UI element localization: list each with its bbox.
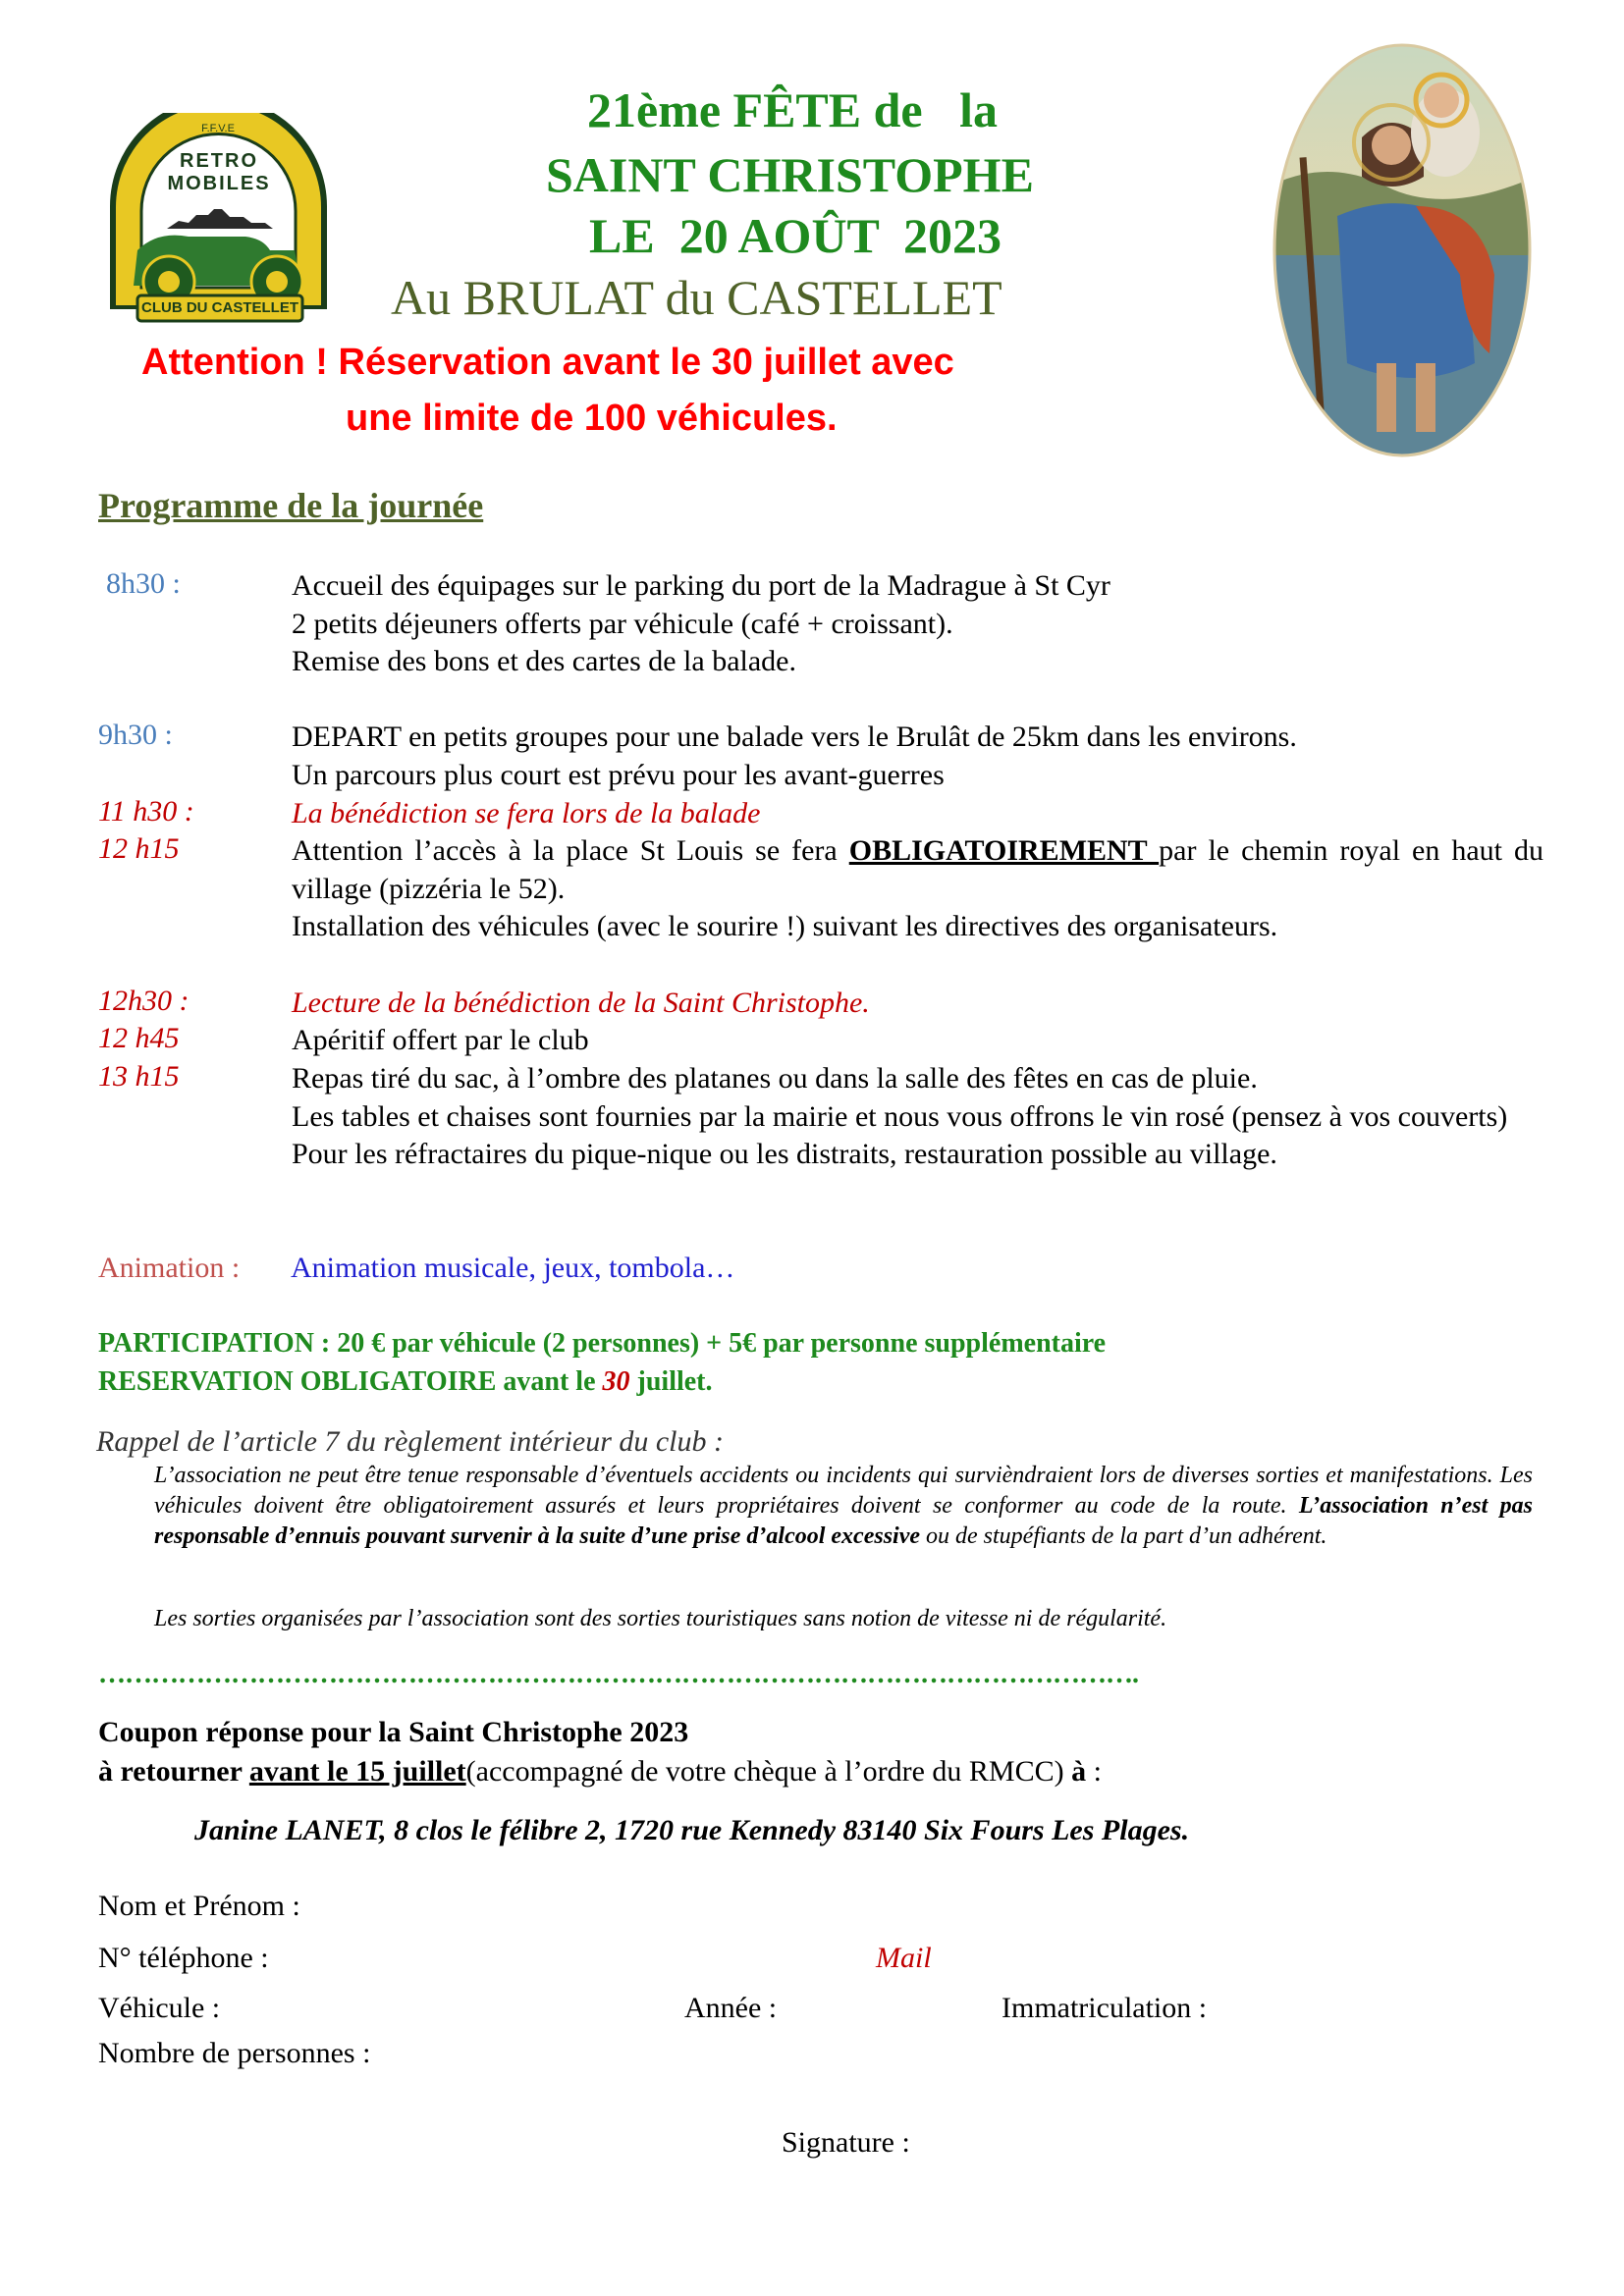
reservation-deadline [98,1366,713,1398]
time-12h45: 12 h45 [98,1022,180,1054]
time-12h15: 12 h15 [98,832,180,865]
programme-entry-12h45: Apéritif offert par le club [292,1024,589,1056]
entry-line: Un parcours plus court est prévu pour les avant-guerres [292,758,945,791]
field-mail-label: Mail [876,1942,932,1974]
dotted-separator: ………………………………………………………………………………………………………. [98,1659,1138,1689]
programme-entry-13h15 [292,1060,1543,1174]
field-vehicle-label: Véhicule : [98,1992,221,2024]
alert-line-2: une limite de 100 véhicules. [346,398,838,439]
coupon-text: : [1086,1755,1102,1788]
time-12h30: 12h30 : [98,985,189,1017]
mandatory-emphasis: OBLIGATOIREMENT [848,834,1160,867]
animation-text: Animation musicale, jeux, tombola… [291,1252,735,1284]
event-location: Au BRULAT du CASTELLET [391,270,1002,325]
programme-entry-8h30 [292,567,1548,681]
programme-entry-12h15 [292,832,1543,946]
time-11h30: 11 h30 : [98,795,194,828]
title-line-3: LE 20 AOÛT 2023 [589,208,1001,263]
coupon-deadline: avant le 15 juillet [248,1755,466,1788]
field-year-label: Année : [684,1992,778,2024]
coupon-address: Janine LANET, 8 clos le félibre 2, 1720 rue Kennedy 83140 Six Fours Les Plages. [194,1814,1190,1846]
programme-entry-12h30: Lecture de la bénédiction de la Saint Christophe. [292,987,870,1019]
entry-line: Les tables et chaises sont fournies par la mairie et nous vous offrons le vin rosé (pensez à vos couverts) [292,1099,1508,1133]
logo-bottom-text: CLUB DU CASTELLET [141,299,298,316]
reservation-text: RESERVATION OBLIGATOIRE avant le [98,1366,603,1397]
coupon-text: (accompagné de votre chèque à l’ordre du RMCC) [465,1755,1072,1788]
field-persons-label: Nombre de personnes : [98,2037,371,2069]
field-signature-label: Signature : [782,2126,910,2159]
entry-line: Pour les réfractaires du pique-nique ou les distraits, restauration possible au village. [292,1138,1277,1170]
title-line-2: SAINT CHRISTOPHE [546,147,1034,202]
logo-ffve: F.F.V.E [201,123,235,134]
programme-heading: Programme de la journée [98,486,484,525]
reservation-text: juillet. [629,1366,713,1397]
time-8h30: 8h30 : [106,567,181,600]
club-logo [98,113,339,327]
entry-line: Installation des véhicules (avec le sourire !) suivant les directives des organisateurs. [292,910,1278,942]
coupon-text: à [1071,1755,1087,1788]
alert-line-1: Attention ! Réservation avant le 30 juillet avec [141,342,954,383]
entry-text: par le chemin royal en haut du village (pizzéria le 52). [292,834,1543,905]
rules-paragraph-2: Les sorties organisées par l’association sont des sorties touristiques sans notion de vitesse ni de régularité. [154,1606,1167,1631]
programme-entry-9h30 [292,719,1548,794]
entry-text: Attention l’accès à la place St Louis se fera [292,834,849,867]
programme-entry-11h30: La bénédiction se fera lors de la balade [292,797,761,829]
coupon-title: Coupon réponse pour la Saint Christophe 2023 [98,1716,689,1748]
rules-text: ou de stupéfiants de la part d’un adhérent. [920,1523,1327,1549]
saint-christophe-image [1269,39,1536,461]
field-name-label: Nom et Prénom : [98,1890,300,1922]
rules-heading: Rappel de l’article 7 du règlement intérieur du club : [96,1425,725,1458]
rules-text: L’association ne peut être tenue responsable d’éventuels accidents ou incidents qui survièndraient lors de diverses sorties et manifestations. Les véhicules doivent être obligatoirement assurés et leurs propriétaires doivent se conformer au code de la route. [154,1463,1533,1519]
coupon-text: à retourner [98,1755,249,1788]
rules-emphasis: L’association n’est pas responsable d’ennuis pouvant survenir à la suite d’une prise d’alcool excessive [154,1493,1533,1549]
field-phone-label: N° téléphone : [98,1942,269,1974]
entry-line: 2 petits déjeuners offerts par véhicule (café + croissant). [292,607,953,640]
entry-line: DEPART en petits groupes pour une balade vers le Brulât de 25km dans les environs. [292,721,1297,753]
time-13h15: 13 h15 [98,1060,180,1093]
time-9h30: 9h30 : [98,719,173,751]
entry-line: Repas tiré du sac, à l’ombre des platanes ou dans la salle des fêtes en cas de pluie. [292,1062,1258,1095]
field-registration-label: Immatriculation : [1001,1992,1208,2024]
entry-line: Remise des bons et des cartes de la balade. [292,645,796,677]
reservation-day: 30 [602,1366,630,1397]
entry-line: Accueil des équipages sur le parking du port de la Madrague à St Cyr [292,569,1110,602]
animation-label: Animation : [98,1252,241,1284]
coupon-return-line [98,1755,1102,1789]
participation-price: PARTICIPATION : 20 € par véhicule (2 personnes) + 5€ par personne supplémentaire [98,1328,1107,1359]
logo-top-text: RETRO MOBILES [167,150,271,194]
title-line-1: 21ème FÊTE de la [587,82,999,137]
rules-paragraph-1 [154,1461,1533,1552]
